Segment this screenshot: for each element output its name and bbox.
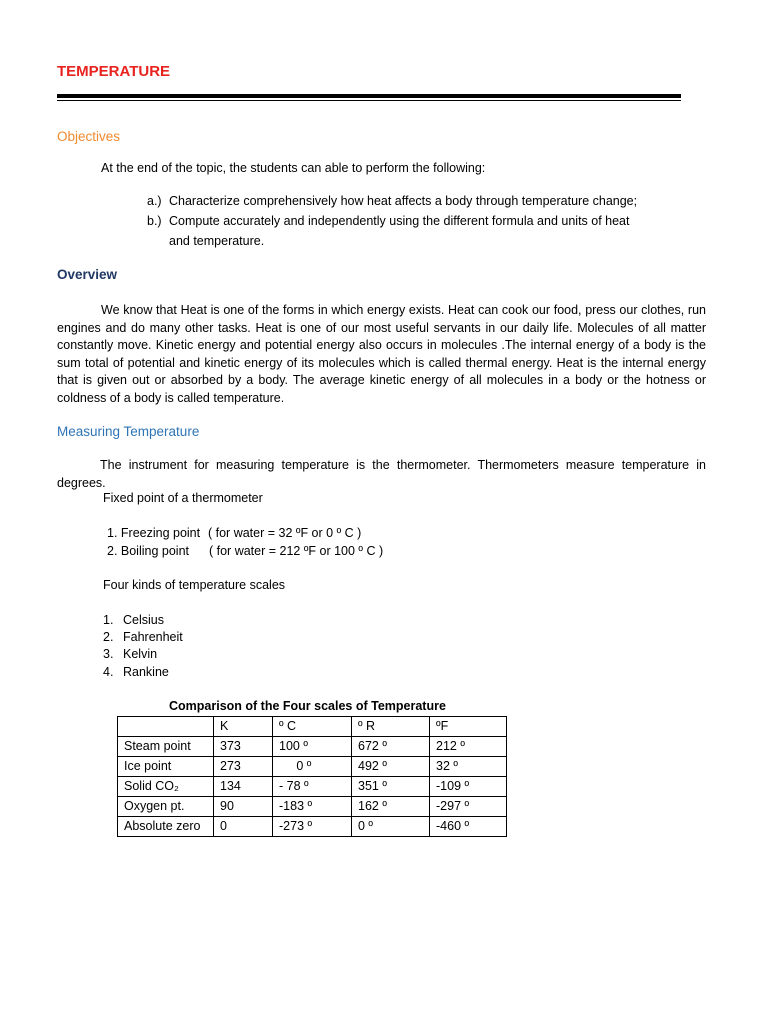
table-caption: Comparison of the Four scales of Temperature [169,699,446,713]
freezing-point-label: 1. Freezing point [107,526,201,540]
boiling-point-value: ( for water = 212 ºF or 100 º C ) [209,544,384,558]
table-cell: 212 º [430,737,507,757]
scales-heading: Four kinds of temperature scales [103,578,286,592]
overview-heading: Overview [57,267,118,282]
freezing-point-value: ( for water = 32 ºF or 0 º C ) [208,526,362,540]
objective-b-continuation: and temperature. [169,234,265,248]
table-cell: Ice point [118,757,214,777]
objective-b-text: Compute accurately and independently using the different formula and units of heat [169,214,630,228]
temperature-comparison-table [117,716,507,837]
scale-number: 3. [103,647,114,661]
table-cell: 492 º [352,757,430,777]
scale-number: 1. [103,613,114,627]
boiling-point-label: 2. Boiling point [107,544,190,558]
table-cell: 0 º [273,757,352,777]
table-cell: -273 º [273,817,352,837]
scale-number: 2. [103,630,114,644]
table-cell: Absolute zero [118,817,214,837]
objective-a-text: Characterize comprehensively how heat affects a body through temperature change; [169,194,638,208]
objectives-intro: At the end of the topic, the students can able to perform the following: [101,161,486,175]
measuring-heading: Measuring Temperature [57,424,200,439]
table-cell: 134 [214,777,273,797]
table-cell: 90 [214,797,273,817]
table-cell: 100 º [273,737,352,757]
table-row [118,757,507,777]
table-cell: 32 º [430,757,507,777]
scale-number: 4. [103,665,114,679]
title-rule-thin [57,100,681,101]
table-row [118,797,507,817]
table-cell: - 78 º [273,777,352,797]
table-cell: 162 º [352,797,430,817]
scale-rankine: Rankine [123,665,169,679]
table-header-cell [118,717,214,737]
table-cell: 373 [214,737,273,757]
table-cell: Oxygen pt. [118,797,214,817]
fixed-point-label: Fixed point of a thermometer [103,491,263,505]
table-header-cell: º R [352,717,430,737]
table-header-row [118,717,507,737]
overview-paragraph: We know that Heat is one of the forms in which energy exists. Heat can cook our food, press our clothes, run engines and do many other tasks. Heat is one of our most useful servants in our daily life. Molecules of all matter constantly move. Kinetic energy and potential energy also occurs in molecules .The internal energy of a body is the sum total of potential and kinetic energy of its molecules which is called thermal energy. Heat is the internal energy that is given out or absorbed by a body. The average kinetic energy of all molecules in a body or the hotness or coldness of a body is called temperature. [57,303,706,405]
objectives-heading: Objectives [57,129,121,144]
table-header-cell: K [214,717,273,737]
table-cell: 273 [214,757,273,777]
table-row [118,777,507,797]
scale-fahrenheit: Fahrenheit [123,630,183,644]
table-cell: 0 [214,817,273,837]
table-cell: -460 º [430,817,507,837]
scale-celsius: Celsius [123,613,164,627]
table-header-cell: º C [273,717,352,737]
table-cell: -109 º [430,777,507,797]
table-cell: 672 º [352,737,430,757]
scale-kelvin: Kelvin [123,647,158,661]
page-title: TEMPERATURE [57,63,171,80]
measuring-paragraph: The instrument for measuring temperature is the thermometer. Thermometers measure temperature in degrees. [57,458,706,490]
objective-a-marker: a.) [147,194,162,208]
table-cell: Solid CO₂ [118,777,214,797]
table-row [118,737,507,757]
table-cell: -297 º [430,797,507,817]
objective-b-marker: b.) [147,214,162,228]
table-cell: -183 º [273,797,352,817]
table-row [118,817,507,837]
table-cell: Steam point [118,737,214,757]
table-cell: 351 º [352,777,430,797]
table-cell: 0 º [352,817,430,837]
title-rule-thick [57,94,681,98]
table-header-cell: ºF [430,717,507,737]
